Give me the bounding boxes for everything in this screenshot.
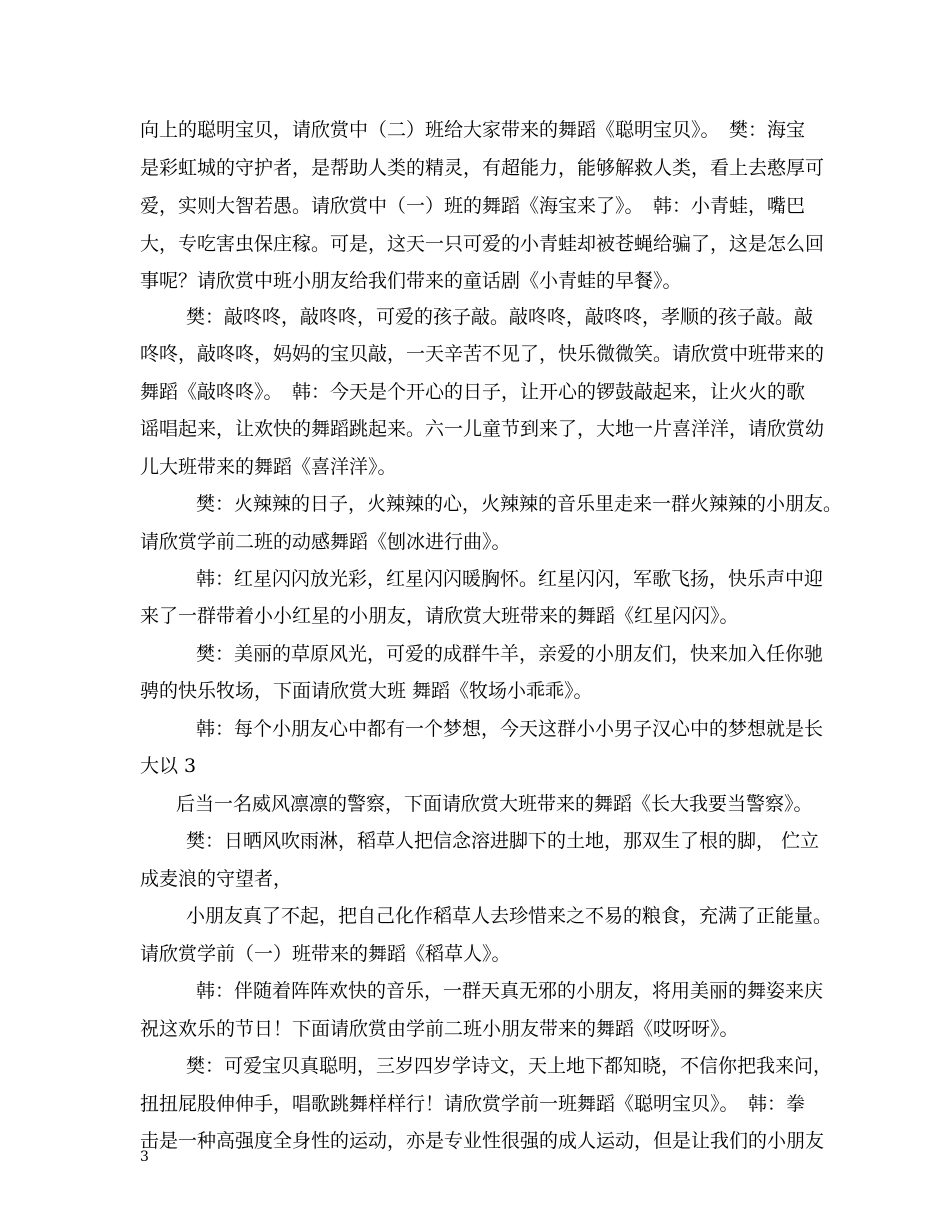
paragraph-first-line: 韩：伴随着阵阵欢快的音乐，一群天真无邪的小朋友，将用美丽的舞姿来庆 (196, 980, 824, 1002)
text-line: 祝这欢乐的节日！下面请欣赏由学前二班小朋友带来的舞蹈《哎呀呀》。 (140, 1018, 739, 1040)
text-line: 咚咚，敲咚咚，妈妈的宝贝敲，一天辛苦不见了，快乐微微笑。请欣赏中班带来的 (140, 343, 825, 365)
text-line: 来了一群带着小小红星的小朋友，请欣赏大班带来的舞蹈《红星闪闪》。 (140, 605, 739, 627)
paragraph-first-line: 小朋友真了不起，把自己化作稻草人去珍惜来之不易的粮食，充满了正能量。 (186, 905, 833, 927)
paragraph-first-line: 韩：红星闪闪放光彩，红星闪闪暖胸怀。红星闪闪，军歌飞扬，快乐声中迎 (196, 568, 824, 590)
text-line: 骋的快乐牧场，下面请欣赏大班 舞蹈《牧场小乖乖》。 (140, 680, 593, 702)
paragraph-first-line: 樊：可爱宝贝真聪明，三岁四岁学诗文，天上地下都知晓，不信你把我来问， (186, 1055, 833, 1077)
page-number: 3 (140, 1149, 149, 1165)
text-line: 向上的聪明宝贝，请欣赏中（二）班给大家带来的舞蹈《聪明宝贝》。 樊：海宝 (140, 119, 806, 141)
text-line: 事呢？请欣赏中班小朋友给我们带来的童话剧《小青蛙的早餐》。 (140, 270, 682, 292)
text-line: 爱，实则大智若愚。请欣赏中（一）班的舞蹈《海宝来了》。 韩：小青蛙，嘴巴 (140, 195, 806, 217)
text-line: 舞蹈《敲咚咚》。 韩：今天是个开心的日子，让开心的锣鼓敲起来，让火火的歌 (140, 381, 806, 403)
text-line: 大以 3 (140, 755, 197, 777)
text-line: 请欣赏学前（一）班带来的舞蹈《稻草人》。 (140, 943, 511, 965)
text-line: 成麦浪的守望者， (140, 868, 293, 890)
text-line: 请欣赏学前二班的动感舞蹈《刨冰进行曲》。 (140, 531, 511, 553)
paragraph-first-line: 樊：日晒风吹雨淋，稻草人把信念溶进脚下的土地，那双生了根的脚， 伫立 (186, 830, 820, 852)
text-line: 击是一种高强度全身性的运动，亦是专业性很强的成人运动，但是让我们的小朋友 (140, 1130, 825, 1152)
text-line: 儿大班带来的舞蹈《喜洋洋》。 (140, 456, 397, 478)
text-line: 扭扭屁股伸伸手，唱歌跳舞样样行！请欣赏学前一班舞蹈《聪明宝贝》。 韩：拳 (140, 1093, 806, 1115)
paragraph-first-line: 后当一名威风凛凛的警察，下面请欣赏大班带来的舞蹈《长大我要当警察》。 (176, 793, 813, 815)
paragraph-first-line: 樊：美丽的草原风光，可爱的成群牛羊，亲爱的小朋友们，快来加入任你驰 (196, 643, 824, 665)
paragraph-first-line: 韩：每个小朋友心中都有一个梦想，今天这群小小男子汉心中的梦想就是长 (196, 718, 824, 740)
text-line: 是彩虹城的守护者，是帮助人类的精灵，有超能力，能够解救人类，看上去憨厚可 (140, 157, 825, 179)
paragraph-first-line: 樊：敲咚咚，敲咚咚，可爱的孩子敲。敲咚咚，敲咚咚，孝顺的孩子敲。敲 (186, 306, 814, 328)
paragraph-first-line: 樊：火辣辣的日子，火辣辣的心，火辣辣的音乐里走来一群火辣辣的小朋友。 (196, 493, 843, 515)
text-line: 谣唱起来，让欢快的舞蹈跳起来。六一儿童节到来了，大地一片喜洋洋，请欣赏幼 (140, 418, 825, 440)
text-line: 大，专吃害虫保庄稼。可是，这天一只可爱的小青蛙却被苍蝇给骗了，这是怎么回 (140, 233, 825, 255)
